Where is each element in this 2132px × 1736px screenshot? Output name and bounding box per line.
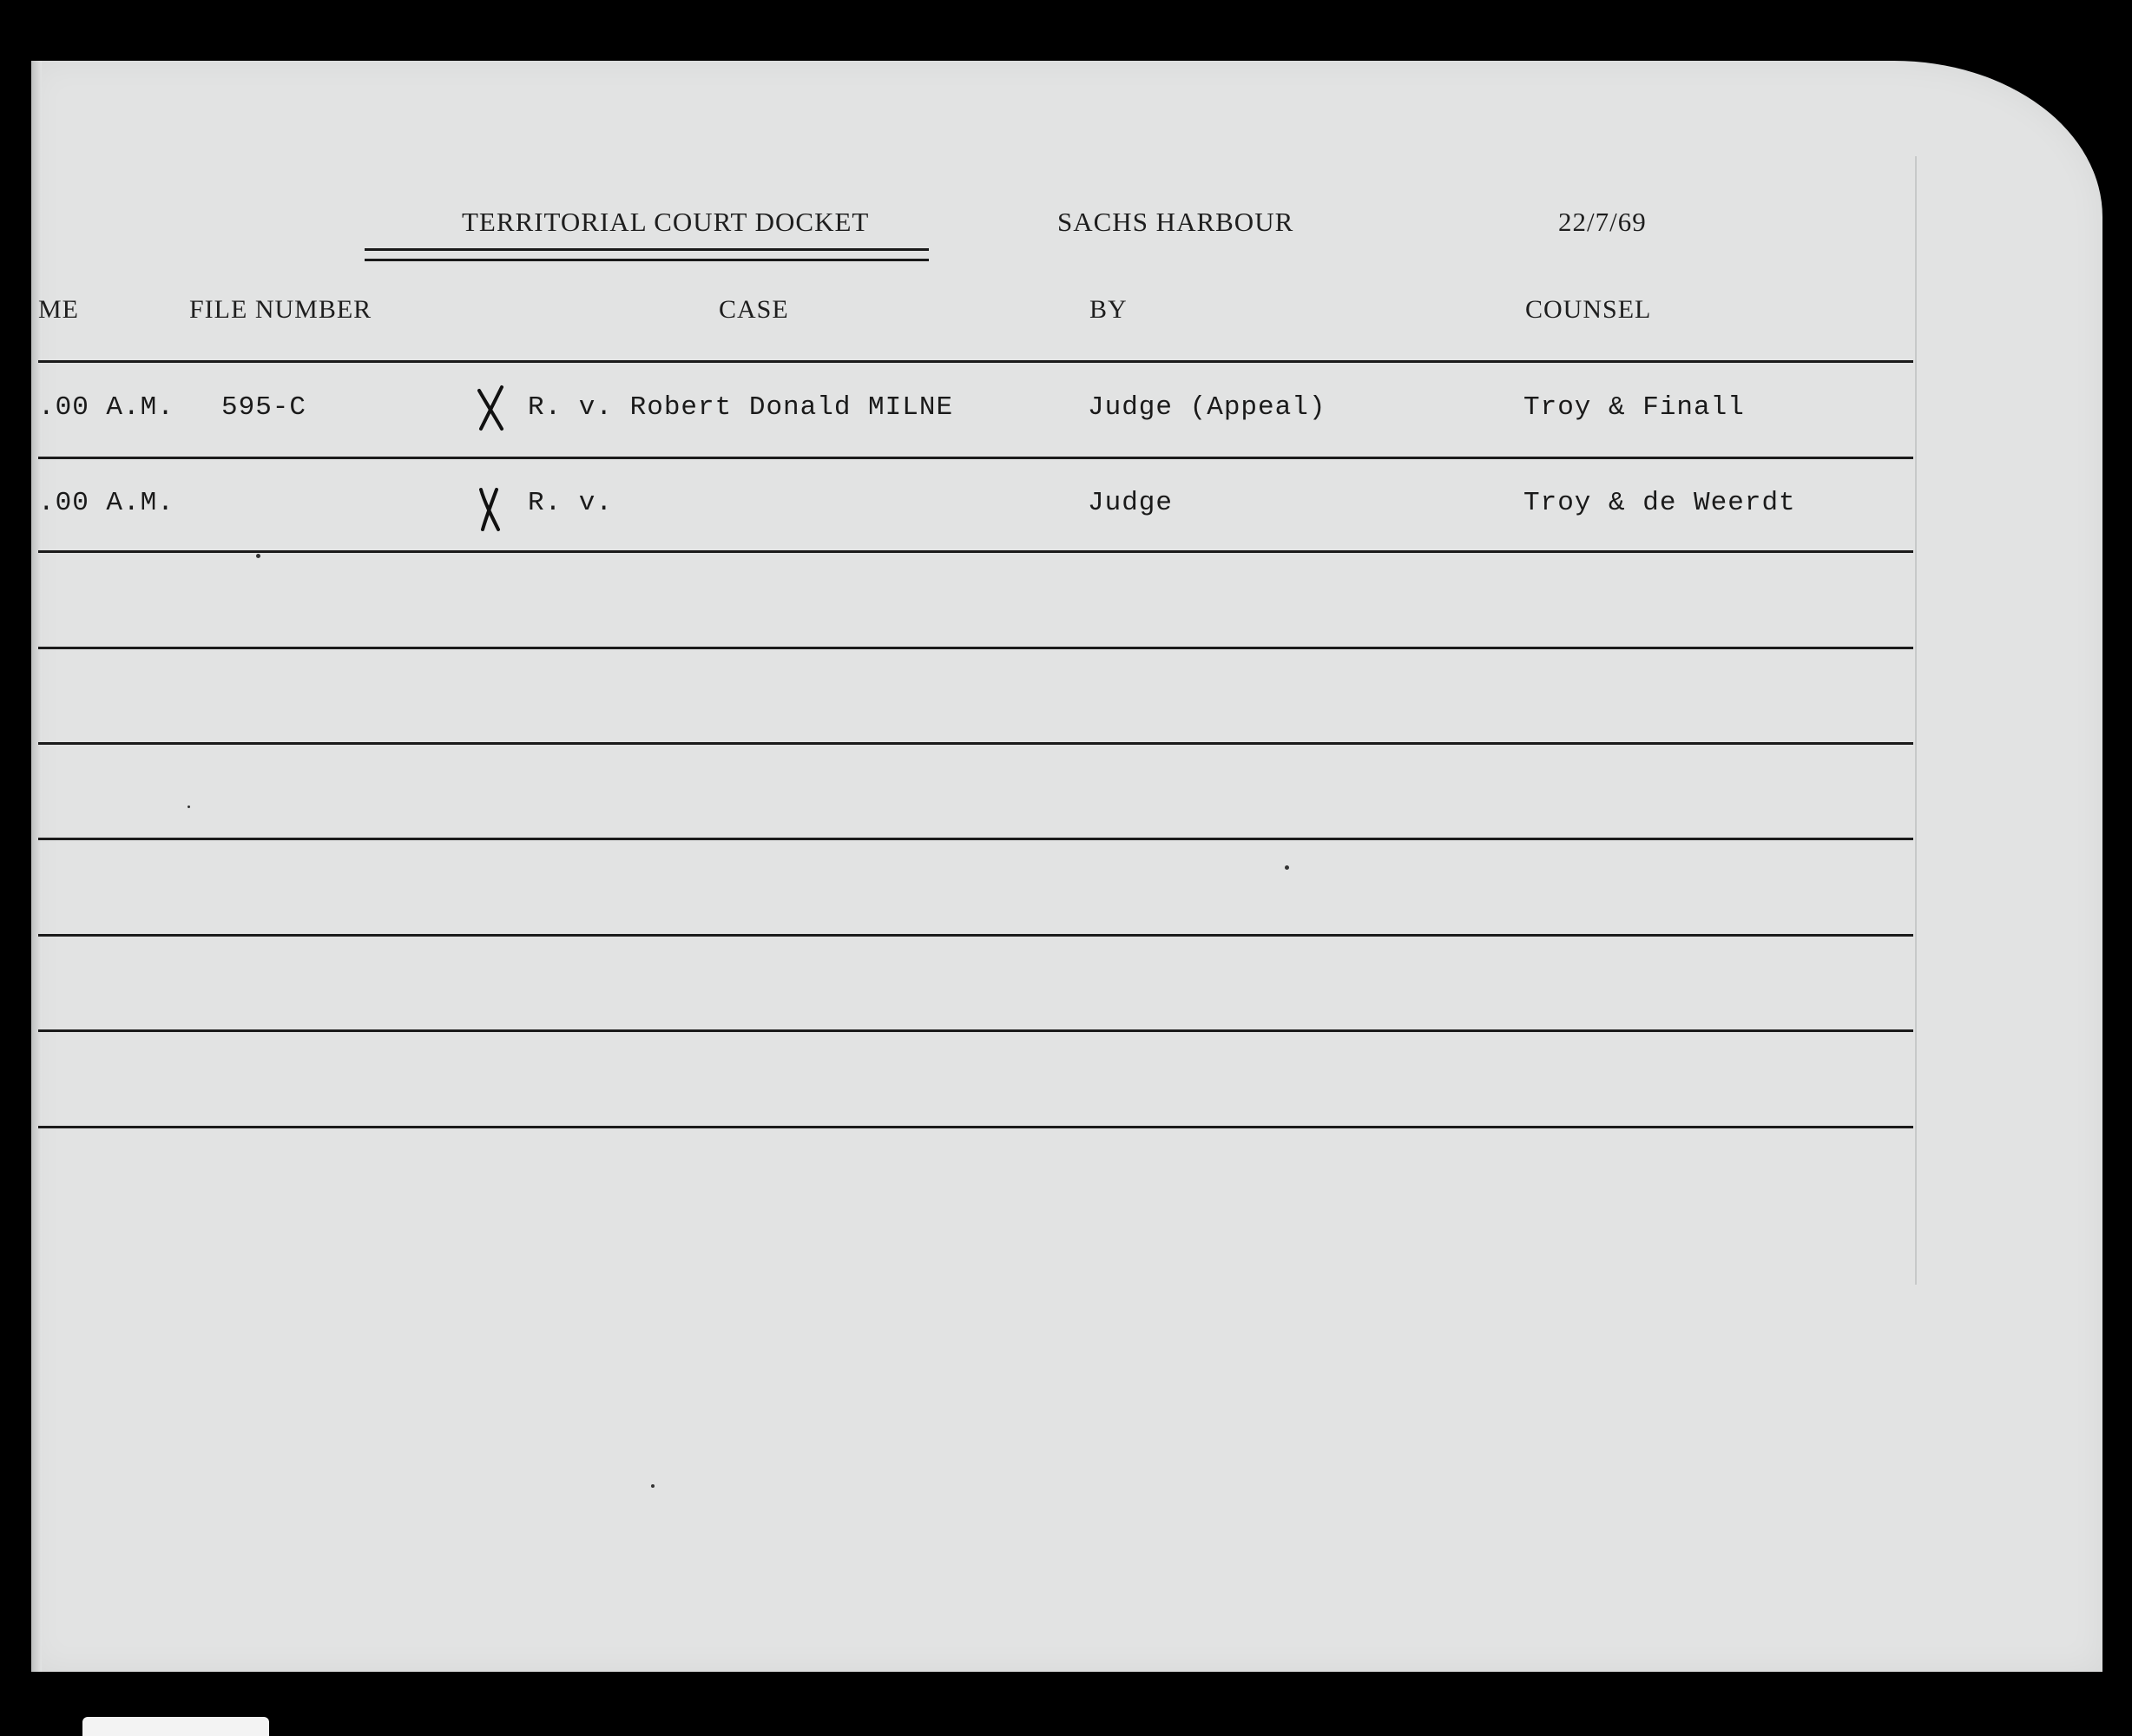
column-header-counsel: COUNSEL — [1525, 295, 1652, 324]
title-underline — [365, 248, 929, 251]
column-header-time: ME — [38, 295, 79, 324]
entry-case: R. v. — [528, 488, 614, 518]
docket-date: 22/7/69 — [1558, 207, 1647, 237]
dust-speck — [651, 1484, 655, 1488]
entry-time: .00 A.M. — [38, 488, 174, 518]
table-rule — [38, 838, 1913, 840]
handwritten-check-mark — [476, 484, 507, 533]
table-rule — [38, 457, 1913, 459]
film-label-tab — [82, 1717, 269, 1736]
table-rule — [38, 934, 1913, 937]
column-header-case: CASE — [719, 295, 789, 324]
column-header-file-number: FILE NUMBER — [189, 295, 372, 324]
docket-title: TERRITORIAL COURT DOCKET — [462, 207, 870, 237]
title-underline — [365, 259, 929, 261]
entry-counsel: Troy & de Weerdt — [1523, 488, 1796, 518]
table-rule — [38, 1029, 1913, 1032]
column-header-by: BY — [1089, 295, 1128, 324]
entry-counsel: Troy & Finall — [1523, 392, 1745, 423]
paper-fold-line — [1915, 156, 1917, 1285]
table-rule — [38, 742, 1913, 745]
entry-by: Judge — [1088, 488, 1174, 518]
handwritten-check-mark — [476, 384, 507, 432]
dust-speck — [188, 806, 190, 808]
table-rule — [38, 647, 1913, 649]
table-rule — [38, 1126, 1913, 1128]
table-rule — [38, 550, 1913, 553]
dust-speck — [256, 554, 260, 558]
entry-file-number: 595-C — [221, 392, 307, 423]
entry-by: Judge (Appeal) — [1088, 392, 1326, 423]
entry-case: R. v. Robert Donald MILNE — [528, 392, 954, 423]
docket-location: SACHS HARBOUR — [1057, 207, 1294, 237]
entry-time: .00 A.M. — [38, 392, 174, 423]
table-rule — [38, 360, 1913, 363]
dust-speck — [1285, 865, 1289, 870]
